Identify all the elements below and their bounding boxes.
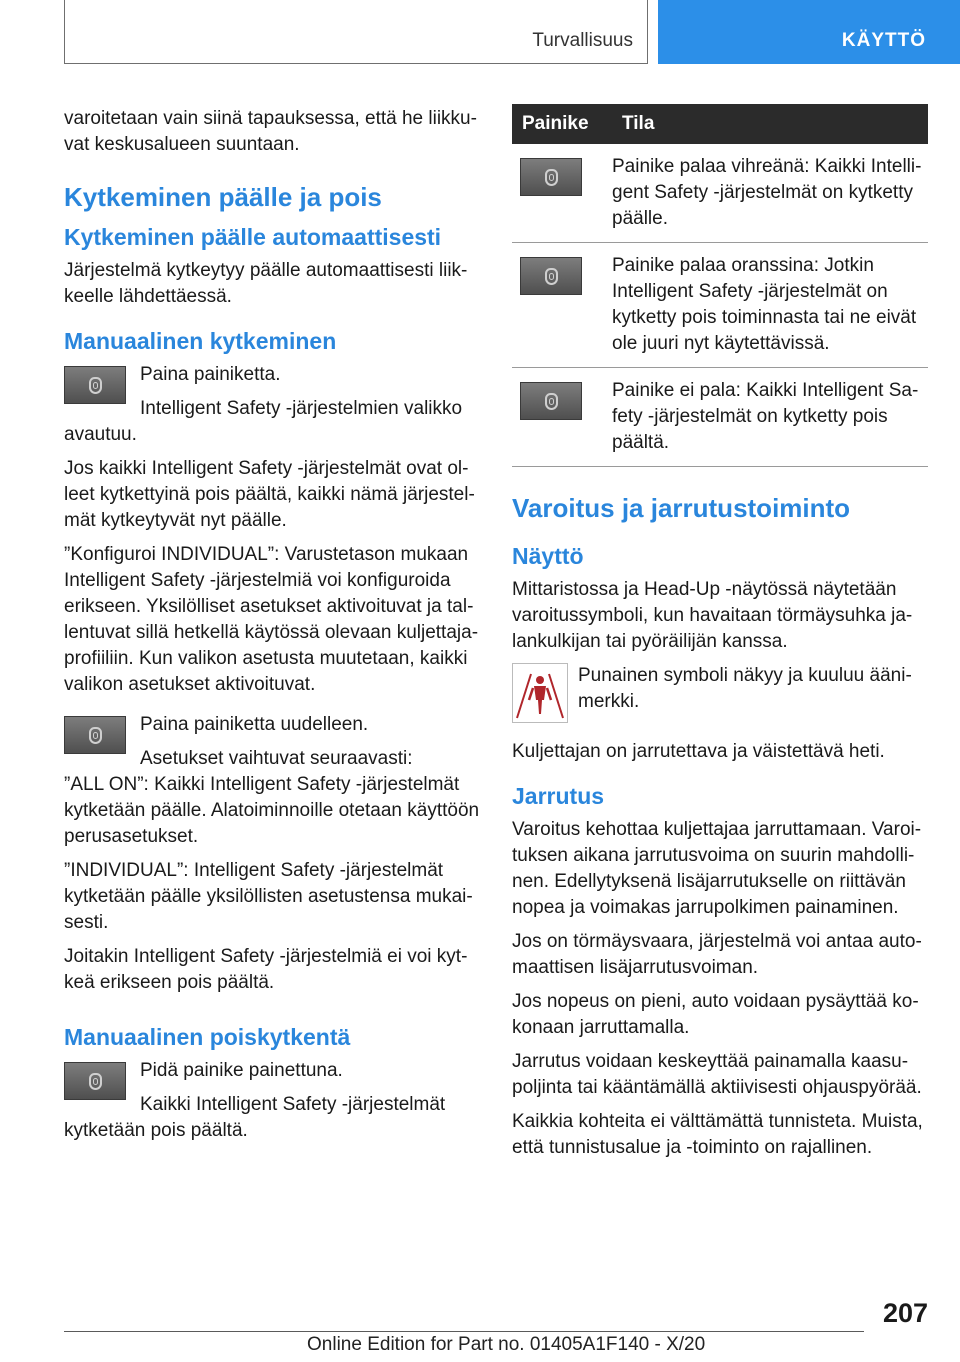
table-header-status: Tila: [612, 104, 928, 144]
individual-paragraph: ”Konfiguroi INDIVIDUAL”: Varustetason mukaan Intelligent Safety -järjestelmiä voi konfiguroida erikseen. Yksilölliset asetukset aktivoituvat ja tallentuvat sillä hetkellä käytössä olevaan kuljettajaprofiiliin. Kun valikon asetusta muutetaan, kaikki valikon asetukset aktivoituvat.: [64, 544, 479, 695]
chapter-title: KÄYTTÖ: [841, 30, 926, 51]
safety-button-icon: [89, 377, 102, 394]
button-status-table: [512, 104, 928, 467]
pedestrian-warning-icon: [512, 663, 568, 723]
braking-paragraph-5: Kaikkia kohteita ei välttämättä tunnisteta. Muista, että tunnistusalue ja -toiminto on rajallinen.: [512, 1111, 923, 1158]
heading-braking: Jarrutus: [512, 783, 605, 809]
page-number: 207: [882, 1298, 928, 1328]
right-column: [512, 104, 928, 1169]
heading-warning-braking: Varoitus ja jarrutustoiminto: [512, 493, 851, 523]
heading-auto-on: Kytkeminen päälle automaattisesti: [64, 224, 442, 250]
safety-button-icon: [545, 169, 558, 186]
heading-display: Näyttö: [512, 543, 584, 569]
all-off-paragraph: Jos kaikki Intelligent Safety -järjestelmät ovat olleet kytkettyinä pois päältä, kaikki nämä järjestelmät kytkeytyvät nyt päälle.: [64, 458, 475, 531]
heading-switching: Kytkeminen päälle ja pois: [64, 182, 382, 212]
step-instruction: Paina painiketta.: [140, 364, 281, 385]
safety-button-icon: [545, 268, 558, 285]
safety-button-image: [64, 1062, 126, 1100]
step-instruction: Paina painiketta uudelleen.: [140, 714, 369, 735]
safety-button-image: [520, 382, 582, 420]
heading-manual-on: Manuaalinen kytkeminen: [64, 328, 337, 354]
braking-paragraph-4: Jarrutus voidaan keskeyttää painamalla kaasupoljinta tai kääntämällä aktiivisesti ohjauspyörää.: [512, 1051, 922, 1098]
heading-manual-off: Manuaalinen poiskytkentä: [64, 1024, 351, 1050]
safety-button-image: [64, 366, 126, 404]
safety-button-image: [520, 158, 582, 196]
table-header-button: Painike: [512, 104, 612, 144]
step-result: Intelligent Safety -järjestelmien valikko: [140, 398, 463, 419]
warning-symbol-row: [512, 663, 928, 729]
header-chapter-tab: [658, 0, 960, 64]
warning-text: Punainen symboli näkyy ja kuuluu äänimerkki.: [578, 665, 912, 712]
intro-paragraph: varoitetaan vain siinä tapauksessa, että he liikkuvat keskusalueen suuntaan.: [64, 108, 477, 155]
braking-paragraph-2: Jos on törmäysvaara, järjestelmä voi antaa automaattisen lisäjarrutusvoiman.: [512, 931, 922, 978]
table-cell-status: Painike palaa oranssina: Jotkin Intelligent Safety -järjestelmät on kytketty pois toiminnasta tai ne eivät ole juuri nyt käytettävissä.: [612, 243, 928, 368]
step-result: Asetukset vaihtuvat seuraavasti:: [140, 748, 413, 769]
braking-paragraph-3: Jos nopeus on pieni, auto voidaan pysäyttää kokonaan jarruttamalla.: [512, 991, 919, 1038]
off-step: [64, 1058, 482, 1118]
manual-step-2: [64, 712, 482, 772]
step-result: Kaikki Intelligent Safety -järjestelmät: [140, 1094, 446, 1115]
safety-button-icon: [89, 727, 102, 744]
edition-text: Online Edition for Part no. 01405A1F140 - X/20: [307, 1334, 706, 1355]
safety-button-icon: [545, 393, 558, 410]
safety-button-image: [64, 716, 126, 754]
table-row: [512, 368, 928, 467]
footer-divider: [64, 1331, 864, 1332]
step-result-continued: avautuu.: [64, 424, 137, 445]
step-instruction: Pidä painike painettuna.: [140, 1060, 343, 1081]
left-column: [64, 106, 482, 1152]
section-title: Turvallisuus: [532, 30, 633, 51]
all-on-paragraph: ”ALL ON”: Kaikki Intelligent Safety -järjestelmät kytketään päälle. Alatoiminnoille otetaan käyttöön perusasetukset.: [64, 774, 480, 847]
auto-on-paragraph: Järjestelmä kytkeytyy päälle automaattisesti liikkeelle lähdettäessä.: [64, 260, 468, 307]
step-result-continued: kytketään pois päältä.: [64, 1120, 248, 1141]
individual2-paragraph: ”INDIVIDUAL”: Intelligent Safety -järjestelmät kytketään päälle yksilöllisten asetustensa mukaisesti.: [64, 860, 473, 933]
table-row: [512, 144, 928, 243]
display-paragraph: Mittaristossa ja Head-Up -näytössä näytetään varoitussymboli, kun havaitaan törmäysuhka jalankulkijan tai pyöräilijän kanssa.: [512, 579, 913, 652]
table-row: [512, 243, 928, 368]
header-section-box: [64, 0, 648, 64]
safety-button-image: [520, 257, 582, 295]
manual-step-1: [64, 362, 482, 422]
table-cell-status: Painike ei pala: Kaikki Intelligent Safety -järjestelmät on kytketty pois päältä.: [612, 368, 928, 467]
braking-paragraph-1: Varoitus kehottaa kuljettajaa jarruttamaan. Varoituksen aikana jarrutusvoima on suurin mahdollinen. Edellytyksenä lisäjarrutukselle on riittävän nopea ja voimakas jarrupolkimen painaminen.: [512, 819, 922, 918]
brake-now-paragraph: Kuljettajan on jarrutettava ja väistettävä heti.: [512, 741, 885, 762]
table-cell-status: Painike palaa vihreänä: Kaikki Intelligent Safety -järjestelmät on kytketty päälle.: [612, 144, 928, 243]
some-systems-paragraph: Joitakin Intelligent Safety -järjestelmiä ei voi kytkeä erikseen pois päältä.: [64, 946, 468, 993]
safety-button-icon: [89, 1073, 102, 1090]
